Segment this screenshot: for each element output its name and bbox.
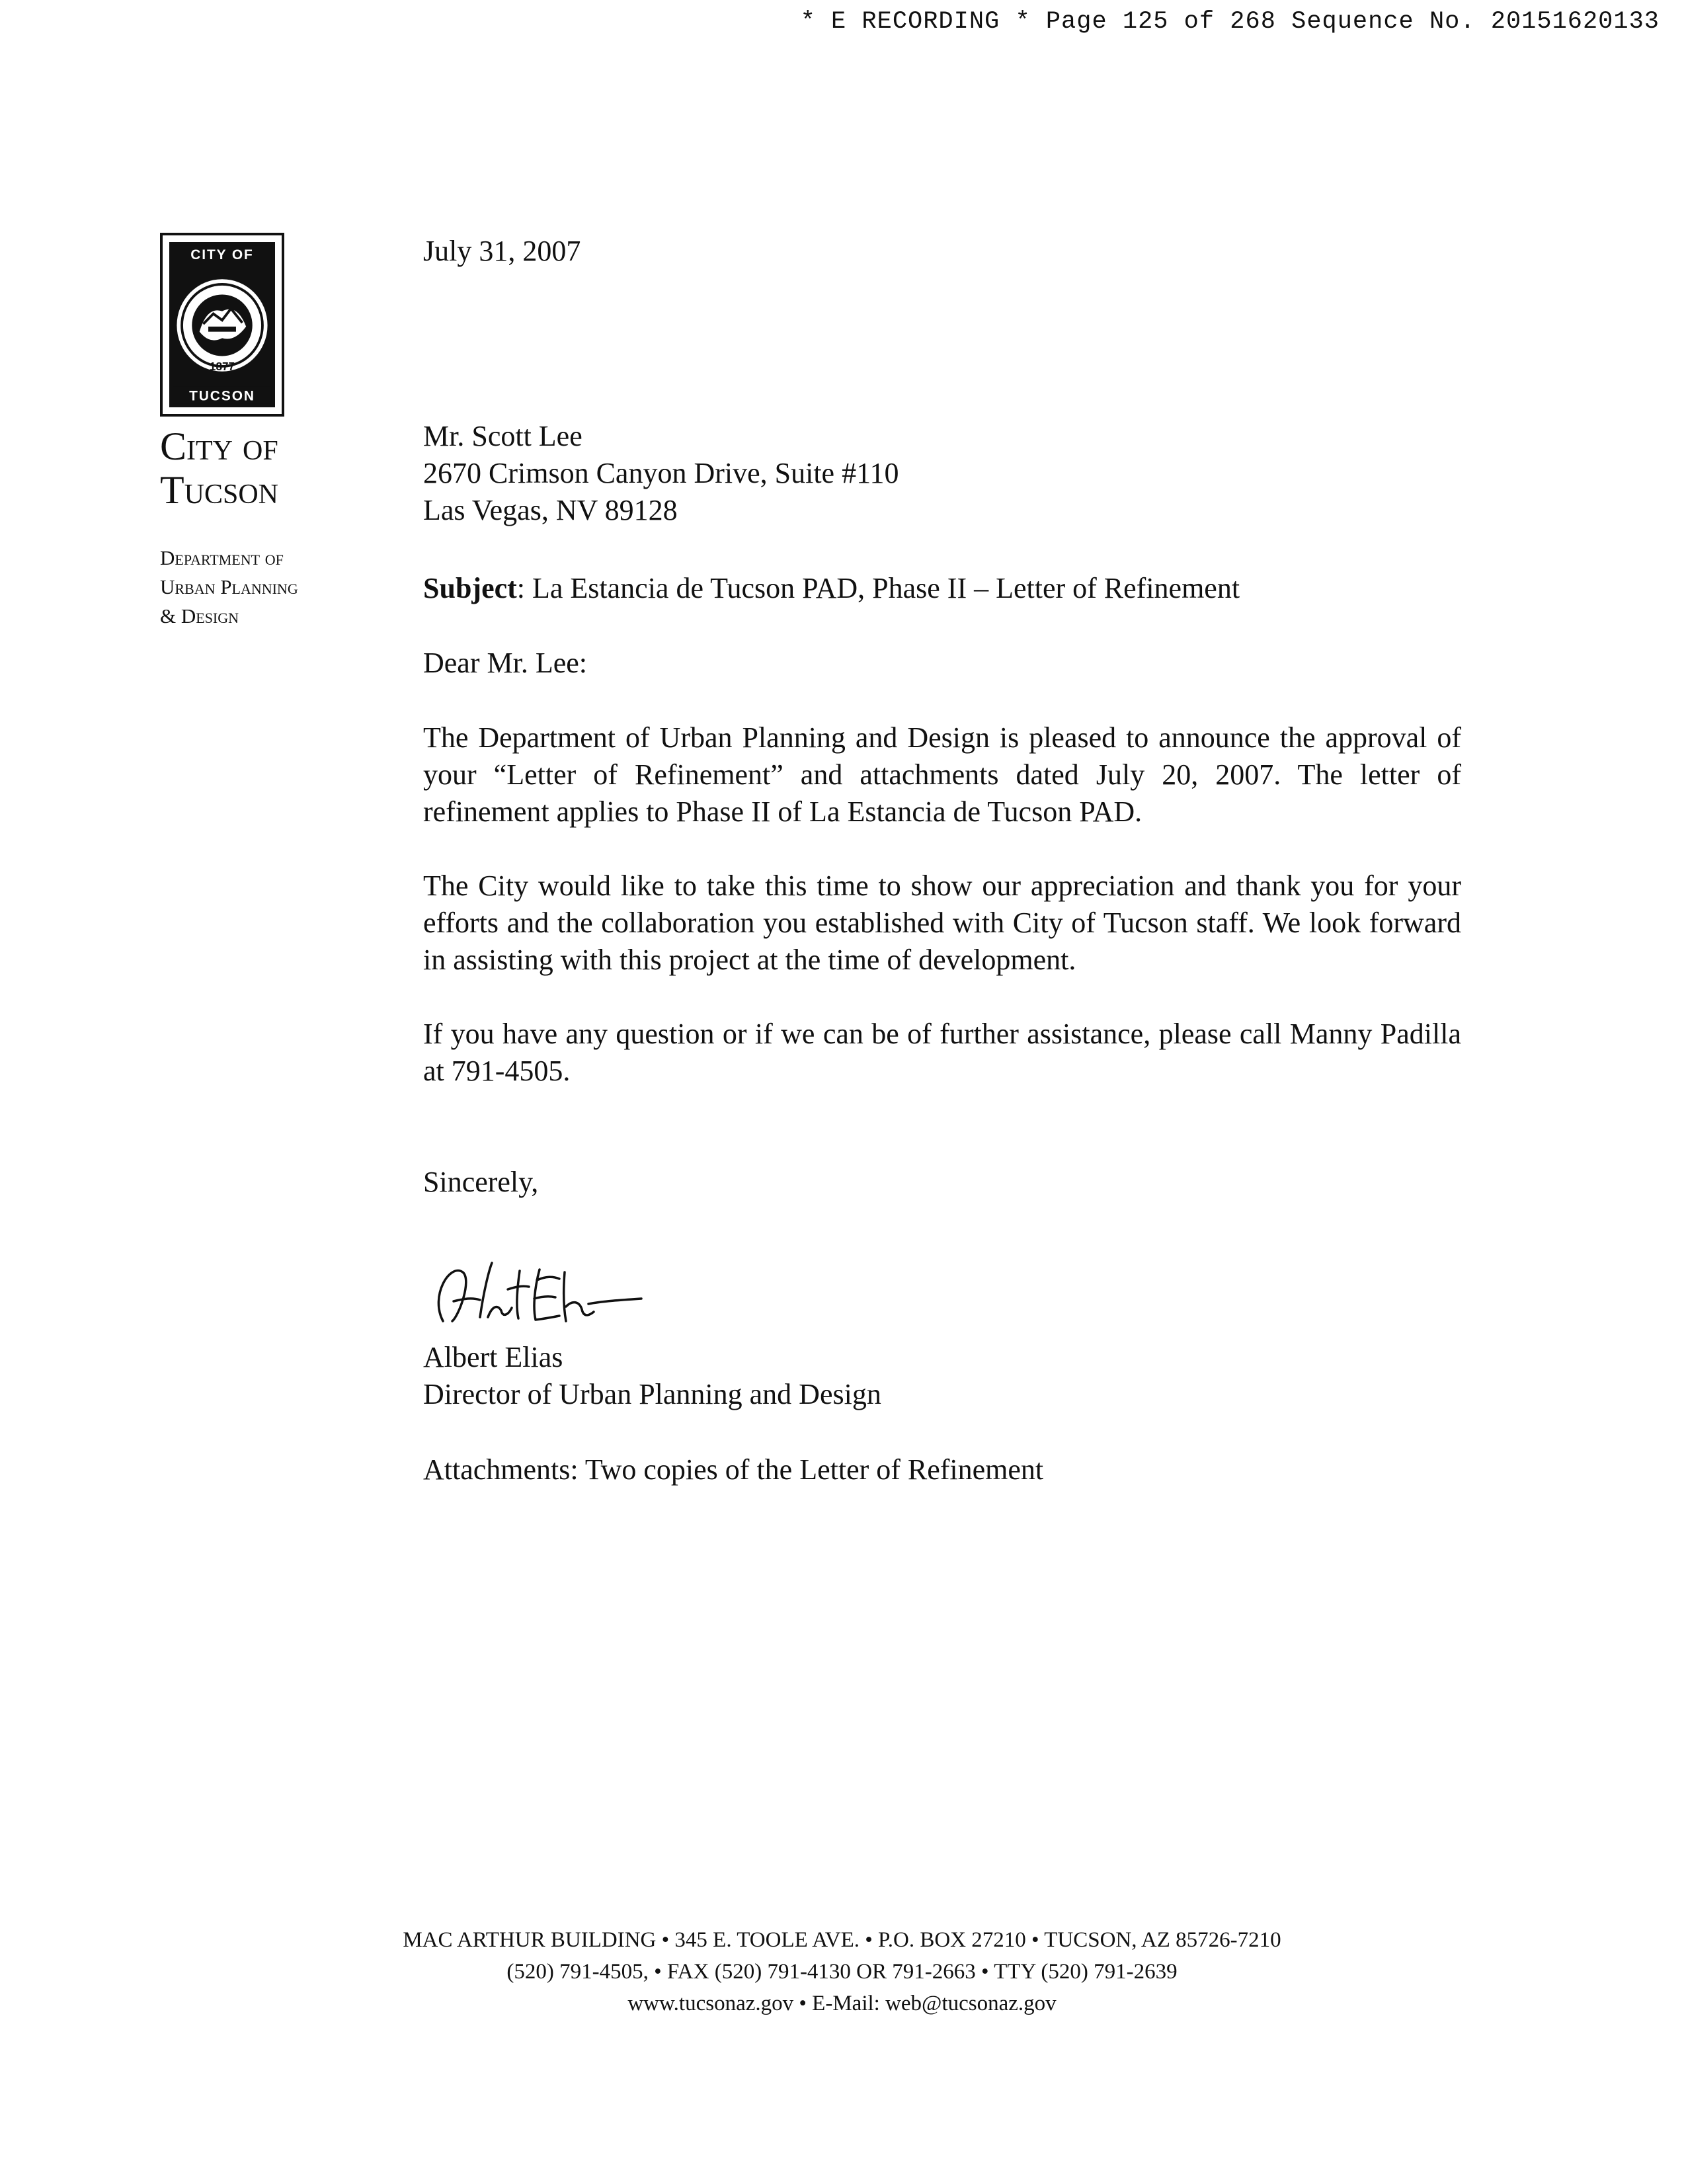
city-name-line1: City of <box>160 425 278 468</box>
seal-top-text: CITY OF <box>190 247 254 263</box>
city-name <box>160 425 278 512</box>
closing: Sincerely, <box>423 1166 539 1198</box>
recipient-address-line1: 2670 Crimson Canyon Drive, Suite #110 <box>423 457 899 489</box>
signer-block <box>423 1339 1461 1413</box>
letterhead-footer <box>0 1924 1684 2019</box>
department-name <box>160 544 298 631</box>
city-name-line2: Tucson <box>160 468 279 512</box>
signer-title: Director of Urban Planning and Design <box>423 1378 881 1410</box>
letter-date: July 31, 2007 <box>423 235 581 267</box>
salutation: Dear Mr. Lee: <box>423 647 587 679</box>
footer-phone: (520) 791-4505, • FAX (520) 791-4130 OR 791-2663 • TTY (520) 791-2639 <box>506 1960 1178 1984</box>
department-line3: & Design <box>160 604 239 627</box>
recipient-address-line2: Las Vegas, NV 89128 <box>423 494 678 526</box>
footer-address: MAC ARTHUR BUILDING • 345 E. TOOLE AVE. • P.O. BOX 27210 • TUCSON, AZ 85726-7210 <box>403 1928 1281 1952</box>
signer-name: Albert Elias <box>423 1341 563 1373</box>
subject-text: : La Estancia de Tucson PAD, Phase II – Letter of Refinement <box>516 572 1240 604</box>
recipient-name: Mr. Scott Lee <box>423 420 582 452</box>
body-paragraph-1: The Department of Urban Planning and Design is pleased to announce the approval of your “Letter of Refinement” and attachments dated July 20, 2007. The letter of refinement applies to Phase II of La Estancia de Tucson PAD. <box>423 721 1461 828</box>
subject-line <box>423 570 1461 607</box>
department-line1: Department of <box>160 546 284 569</box>
department-line2: Urban Planning <box>160 575 298 598</box>
seal-year: 1877 <box>209 359 235 373</box>
subject-label: Subject <box>423 572 517 604</box>
body-paragraph-3: If you have any question or if we can be of further assistance, please call Manny Padilla at 791-4505. <box>423 1018 1461 1087</box>
seal-emblem <box>169 242 275 407</box>
body-paragraph-2: The City would like to take this time to show our appreciation and thank you for your efforts and the collaboration you established with City of Tucson staff. We look forward in assisting with this project at the time of development. <box>423 870 1461 976</box>
attachments-note: Attachments: Two copies of the Letter of Refinement <box>423 1453 1044 1486</box>
recording-header: * E RECORDING * Page 125 of 268 Sequence No. 20151620133 <box>800 8 1660 36</box>
seal-bottom-text: TUCSON <box>189 388 255 404</box>
city-seal-logo <box>160 233 284 417</box>
recipient-block <box>423 418 1461 529</box>
footer-web-email: www.tucsonaz.gov • E-Mail: web@tucsonaz.gov <box>627 1992 1057 2015</box>
handwritten-signature <box>423 1243 648 1336</box>
